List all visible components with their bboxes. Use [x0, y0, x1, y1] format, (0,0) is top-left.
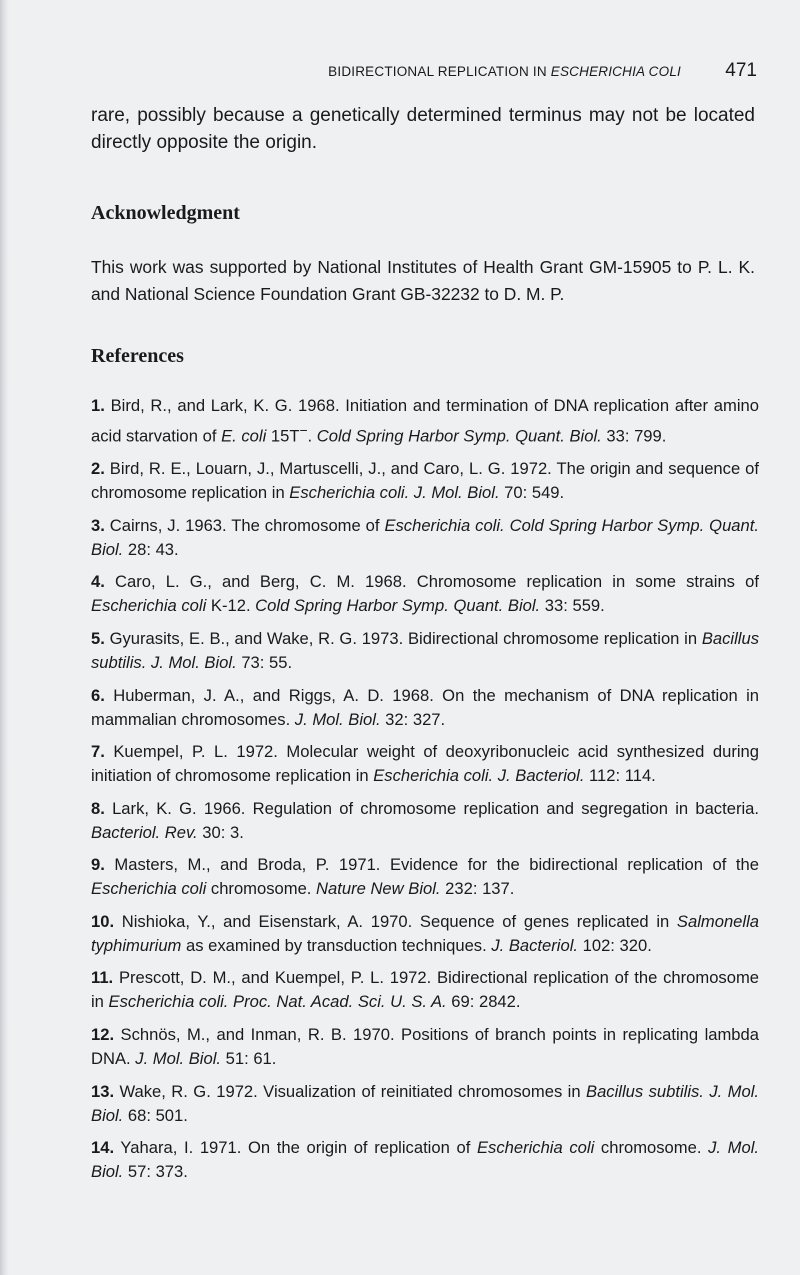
reference-text: 32: 327. [380, 709, 446, 729]
reference-italic-text: Cold Spring Harbor Symp. Quant. Biol. [316, 426, 602, 446]
reference-text: 57: 373. [123, 1162, 188, 1182]
reference-text: 70: 549. [499, 483, 565, 503]
reference-text: Yahara, I. 1971. On the origin of replication of [114, 1138, 477, 1158]
reference-text: Nishioka, Y., and Eisenstark, A. 1970. Sequence of genes replicated in [114, 911, 677, 931]
reference-text: K-12. [206, 596, 256, 616]
reference-text: Lark, K. G. 1966. Regulation of chromosome replication and segregation in bacteria. [104, 798, 759, 818]
reference-italic-text: Nature New Biol. [316, 879, 441, 899]
reference-item [91, 910, 759, 958]
reference-number: 4. [91, 572, 105, 592]
reference-item [91, 627, 759, 675]
reference-text: 232: 137. [440, 879, 515, 899]
reference-number: 1. [91, 396, 105, 415]
reference-number: 10. [91, 911, 115, 931]
page-number: 471 [725, 60, 757, 81]
reference-text: 69: 2842. [446, 992, 521, 1012]
reference-number: 14. [91, 1138, 115, 1158]
reference-italic-text: Escherichia coli. Proc. Nat. Acad. Sci. U. S. A. [108, 992, 447, 1012]
acknowledgment-heading: Acknowledgment [91, 202, 240, 224]
reference-number: 9. [91, 855, 105, 875]
references-heading: References [91, 345, 184, 367]
reference-italic-text: Salmonella typhimurium [91, 911, 759, 955]
reference-italic-text: J. Mol. Biol. [91, 1138, 759, 1182]
reference-text: 68: 501. [123, 1105, 188, 1125]
reference-italic-text: J. Bacteriol. [491, 935, 579, 955]
reference-text: 51: 61. [221, 1049, 277, 1069]
reference-item [91, 514, 759, 562]
reference-text: Gyurasits, E. B., and Wake, R. G. 1973. Bidirectional chromosome replication in [104, 628, 702, 648]
reference-italic-text: Bacteriol. Rev. [91, 822, 198, 842]
reference-text: Bird, R., and Lark, K. G. 1968. Initiation and termination of DNA replication after amino acid starvation of [91, 396, 759, 446]
reference-number: 6. [91, 685, 105, 705]
reference-item [91, 1023, 759, 1071]
reference-number: 5. [91, 628, 105, 648]
reference-text: Prescott, D. M., and Kuempel, P. L. 1972. Bidirectional replication of the chromosome in [91, 968, 759, 1012]
reference-text: 15T [266, 426, 300, 446]
running-head-italic: ESCHERICHIA COLI [550, 64, 681, 79]
reference-text: − [299, 422, 308, 438]
page-spine-shadow [0, 0, 9, 1275]
reference-text: Kuempel, P. L. 1972. Molecular weight of deoxyribonucleic acid synthesized during initiation of chromosome replication in [91, 742, 759, 786]
intro-paragraph: rare, possibly because a genetically determined terminus may not be located directly opposite the origin. [91, 105, 755, 153]
reference-text: Bird, R. E., Louarn, J., Martuscelli, J., and Caro, L. G. 1972. The origin and sequence of chromosome replication in [91, 459, 759, 503]
reference-item [91, 740, 759, 788]
reference-italic-text: Cold Spring Harbor Symp. Quant. Biol. [255, 596, 541, 616]
reference-number: 7. [91, 742, 105, 762]
reference-text: 112: 114. [584, 766, 656, 786]
reference-text: 33: 799. [601, 426, 667, 446]
reference-text: 73: 55. [236, 652, 293, 672]
reference-italic-text: E. coli [221, 426, 267, 446]
running-head [328, 64, 681, 79]
acknowledgment-text: This work was supported by National Institutes of Health Grant GM-15905 to P. L. K. and National Science Foundation Grant GB-32232 to D. M. P. [91, 257, 755, 304]
reference-italic-text: Escherichia coli [476, 1138, 595, 1158]
reference-number: 12. [91, 1025, 115, 1045]
reference-text: Wake, R. G. 1972. Visualization of reinitiated chromosomes in [114, 1081, 586, 1101]
reference-italic-text: Bacillus subtilis. J. Mol. Biol. [91, 628, 759, 672]
reference-italic-text: Escherichia coli [91, 596, 207, 616]
reference-text: 30: 3. [197, 822, 244, 842]
reference-italic-text: Bacillus subtilis. J. Mol. Biol. [91, 1081, 759, 1125]
reference-text: 102: 320. [578, 935, 652, 955]
reference-item [91, 394, 759, 449]
reference-italic-text: J. Mol. Biol. [135, 1049, 222, 1069]
reference-italic-text: Escherichia coli. Cold Spring Harbor Symp. Quant. Biol. [91, 515, 759, 559]
reference-italic-text: J. Mol. Biol. [294, 709, 381, 729]
reference-item [91, 797, 759, 845]
page-header [91, 60, 759, 84]
reference-text: chromosome. [206, 879, 317, 899]
reference-item [91, 966, 759, 1014]
reference-text: Cairns, J. 1963. The chromosome of [104, 515, 385, 535]
reference-text: chromosome. [594, 1138, 709, 1158]
reference-text: as examined by transduction techniques. [181, 935, 492, 955]
reference-text: Schnös, M., and Inman, R. B. 1970. Positions of branch points in replicating lambda DNA. [91, 1025, 759, 1069]
reference-item [91, 684, 759, 732]
reference-number: 11. [91, 968, 114, 988]
reference-text: 28: 43. [123, 539, 179, 559]
reference-text: 33: 559. [540, 596, 605, 616]
reference-italic-text: Escherichia coli [91, 879, 207, 899]
reference-item [91, 1080, 759, 1128]
reference-number: 13. [91, 1081, 115, 1101]
reference-list [91, 394, 759, 1193]
reference-item [91, 853, 759, 901]
reference-italic-text: Escherichia coli. J. Mol. Biol. [289, 483, 500, 503]
reference-number: 2. [91, 459, 105, 479]
reference-item [91, 1136, 759, 1184]
reference-text: . [307, 426, 317, 446]
reference-italic-text: Escherichia coli. J. Bacteriol. [373, 766, 585, 786]
running-head-text: BIDIRECTIONAL REPLICATION IN [328, 64, 551, 79]
reference-number: 3. [91, 515, 105, 535]
reference-text: Masters, M., and Broda, P. 1971. Evidence for the bidirectional replication of the [104, 855, 759, 875]
reference-text: Caro, L. G., and Berg, C. M. 1968. Chromosome replication in some strains of [104, 572, 759, 592]
reference-item [91, 457, 759, 505]
reference-text: Huberman, J. A., and Riggs, A. D. 1968. On the mechanism of DNA replication in mammalian chromosomes. [91, 685, 759, 729]
reference-number: 8. [91, 798, 105, 818]
reference-item [91, 570, 759, 618]
